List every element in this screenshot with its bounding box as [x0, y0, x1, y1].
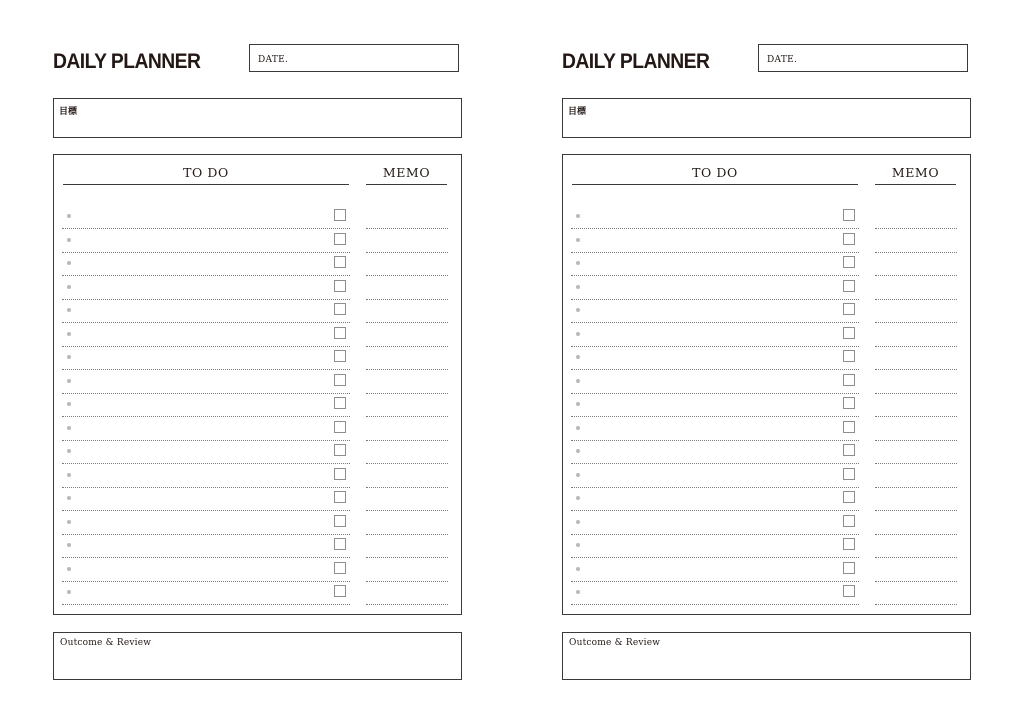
todo-checkbox[interactable] [334, 233, 346, 245]
bullet-icon [67, 214, 71, 218]
goal-label: 目標 [59, 107, 78, 117]
bullet-icon [67, 543, 71, 547]
todo-row [54, 366, 461, 390]
bullet-icon [67, 402, 71, 406]
todo-row [563, 413, 970, 437]
bullet-icon [67, 379, 71, 383]
outcome-review-field[interactable] [562, 632, 971, 680]
bullet-icon [576, 238, 580, 242]
bullet-icon [67, 308, 71, 312]
bullet-icon [576, 261, 580, 265]
bullet-icon [67, 426, 71, 430]
todo-checkbox[interactable] [334, 562, 346, 574]
outcome-review-label: Outcome & Review [569, 638, 661, 648]
todo-row [54, 507, 461, 531]
bullet-icon [67, 285, 71, 289]
todo-checkbox[interactable] [843, 444, 855, 456]
todo-row [563, 436, 970, 460]
todo-checkbox[interactable] [843, 256, 855, 268]
memo-line[interactable] [366, 604, 448, 605]
todo-row [54, 389, 461, 413]
todo-checkbox[interactable] [334, 350, 346, 362]
todo-checkbox[interactable] [843, 397, 855, 409]
goal-field[interactable] [53, 98, 462, 138]
bullet-icon [67, 520, 71, 524]
bullet-icon [576, 473, 580, 477]
todo-memo-panel [53, 154, 462, 615]
todo-checkbox[interactable] [843, 374, 855, 386]
todo-checkbox[interactable] [843, 350, 855, 362]
todo-row [563, 272, 970, 296]
bullet-icon [576, 496, 580, 500]
bullet-icon [67, 473, 71, 477]
todo-checkbox[interactable] [843, 538, 855, 550]
bullet-icon [67, 449, 71, 453]
todo-line[interactable] [571, 604, 859, 605]
todo-checkbox[interactable] [843, 280, 855, 292]
todo-checkbox[interactable] [843, 585, 855, 597]
bullet-icon [67, 567, 71, 571]
todo-row [563, 201, 970, 225]
bullet-icon [576, 308, 580, 312]
todo-row [563, 507, 970, 531]
todo-checkbox[interactable] [843, 233, 855, 245]
todo-row [54, 342, 461, 366]
date-field[interactable] [249, 44, 459, 72]
todo-checkbox[interactable] [334, 515, 346, 527]
todo-row [54, 530, 461, 554]
todo-checkbox[interactable] [843, 562, 855, 574]
bullet-icon [576, 426, 580, 430]
todo-checkbox[interactable] [334, 327, 346, 339]
todo-row [563, 483, 970, 507]
todo-row [54, 201, 461, 225]
todo-row [54, 554, 461, 578]
todo-checkbox[interactable] [334, 256, 346, 268]
goal-label: 目標 [568, 107, 587, 117]
todo-checkbox[interactable] [334, 468, 346, 480]
todo-row [563, 389, 970, 413]
todo-row [54, 272, 461, 296]
bullet-icon [576, 449, 580, 453]
bullet-icon [576, 590, 580, 594]
bullet-icon [576, 214, 580, 218]
memo-header: MEMO [875, 165, 956, 185]
todo-checkbox[interactable] [334, 209, 346, 221]
bullet-icon [67, 496, 71, 500]
bullet-icon [576, 567, 580, 571]
todo-row [54, 295, 461, 319]
todo-checkbox[interactable] [843, 209, 855, 221]
bullet-icon [576, 332, 580, 336]
memo-line[interactable] [875, 604, 957, 605]
todo-row [563, 319, 970, 343]
todo-checkbox[interactable] [334, 491, 346, 503]
todo-checkbox[interactable] [843, 421, 855, 433]
bullet-icon [67, 238, 71, 242]
planner-right [562, 0, 972, 724]
bullet-icon [576, 355, 580, 359]
outcome-review-field[interactable] [53, 632, 462, 680]
date-label: DATE. [258, 55, 289, 65]
todo-checkbox[interactable] [843, 491, 855, 503]
todo-row [563, 225, 970, 249]
todo-header: TO DO [572, 165, 858, 185]
todo-checkbox[interactable] [334, 397, 346, 409]
todo-checkbox[interactable] [334, 444, 346, 456]
todo-row [54, 460, 461, 484]
bullet-icon [576, 543, 580, 547]
todo-rows [54, 201, 461, 601]
todo-row [54, 248, 461, 272]
todo-memo-panel [562, 154, 971, 615]
todo-row [54, 413, 461, 437]
memo-header: MEMO [366, 165, 447, 185]
todo-row [563, 342, 970, 366]
bullet-icon [67, 332, 71, 336]
bullet-icon [67, 590, 71, 594]
todo-row [563, 366, 970, 390]
todo-checkbox[interactable] [334, 374, 346, 386]
todo-checkbox[interactable] [334, 421, 346, 433]
todo-row [563, 295, 970, 319]
todo-line[interactable] [62, 604, 350, 605]
todo-checkbox[interactable] [334, 280, 346, 292]
todo-row [54, 577, 461, 601]
todo-row [563, 554, 970, 578]
bullet-icon [576, 402, 580, 406]
todo-row [54, 225, 461, 249]
todo-checkbox[interactable] [843, 327, 855, 339]
todo-header: TO DO [63, 165, 349, 185]
todo-row [563, 530, 970, 554]
todo-row [54, 483, 461, 507]
todo-checkbox[interactable] [843, 468, 855, 480]
bullet-icon [67, 355, 71, 359]
bullet-icon [576, 520, 580, 524]
goal-field[interactable] [562, 98, 971, 138]
planner-left [53, 0, 463, 724]
planner-title: DAILY PLANNER [562, 50, 710, 73]
todo-row [563, 248, 970, 272]
todo-row [563, 460, 970, 484]
bullet-icon [67, 261, 71, 265]
todo-rows [563, 201, 970, 601]
todo-checkbox[interactable] [334, 538, 346, 550]
todo-checkbox[interactable] [334, 585, 346, 597]
todo-checkbox[interactable] [843, 515, 855, 527]
date-label: DATE. [767, 55, 798, 65]
todo-row [54, 436, 461, 460]
todo-checkbox[interactable] [334, 303, 346, 315]
bullet-icon [576, 285, 580, 289]
date-field[interactable] [758, 44, 968, 72]
outcome-review-label: Outcome & Review [60, 638, 152, 648]
todo-checkbox[interactable] [843, 303, 855, 315]
todo-row [563, 577, 970, 601]
todo-row [54, 319, 461, 343]
planner-title: DAILY PLANNER [53, 50, 201, 73]
bullet-icon [576, 379, 580, 383]
